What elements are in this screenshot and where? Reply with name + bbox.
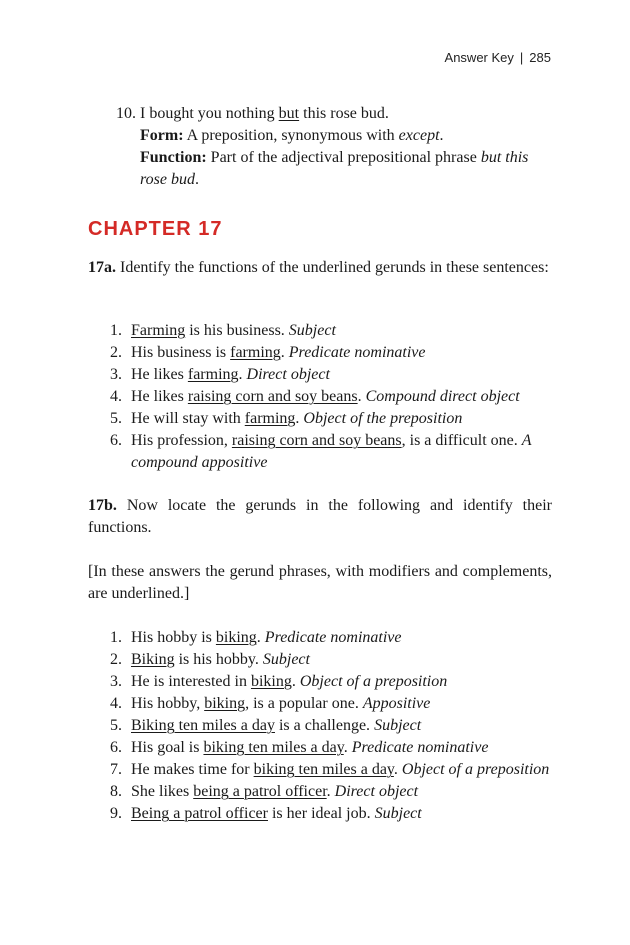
section-17b-list: [110, 627, 556, 825]
answer-text: Object of the preposition: [303, 410, 463, 427]
item-text: His profession,: [131, 432, 232, 449]
item-text: His goal is: [131, 739, 204, 756]
list-number: 5.: [110, 717, 122, 734]
list-item: [110, 320, 556, 342]
underlined-gerund: raising corn and soy beans: [187, 388, 358, 405]
answer-text: Appositive: [362, 695, 431, 712]
item-sentence: [140, 103, 556, 125]
answer-text: Direct object: [334, 783, 419, 800]
sentence-text: I bought you nothing: [140, 105, 279, 122]
item-text: is her ideal job.: [267, 805, 375, 822]
underlined-gerund: biking: [204, 695, 246, 712]
function-italic: but this rose bud: [140, 149, 529, 188]
list-item: [110, 627, 556, 649]
item-text: He will stay with: [131, 410, 245, 427]
running-title: Answer Key: [444, 50, 514, 65]
list-item: [110, 408, 556, 430]
underlined-gerund: farming: [187, 366, 239, 383]
list-number: 6.: [110, 739, 122, 756]
running-head: [445, 50, 551, 65]
item-text: He is interested in: [131, 673, 251, 690]
underlined-word: but: [278, 105, 300, 122]
list-number: 1.: [110, 322, 122, 339]
section-17b-note: [In these answers the gerund phrases, with modifiers and complements, are underlined.]: [88, 563, 552, 602]
list-number: 9.: [110, 805, 122, 822]
item-text: His hobby,: [131, 695, 205, 712]
answer-text: Subject: [374, 805, 422, 822]
answer-item-10: [116, 103, 556, 191]
section-17b-instructions: [88, 495, 552, 539]
item-text: .: [256, 629, 265, 646]
section-text: Identify the functions of the underlined gerunds in these sentences:: [116, 259, 549, 276]
underlined-gerund: biking ten miles a day: [253, 761, 394, 778]
underlined-gerund: Biking ten miles a day: [131, 717, 275, 734]
form-text: A preposition, synonymous with: [183, 127, 399, 144]
list-item: [110, 649, 556, 671]
list-item: [110, 671, 556, 693]
function-text: Part of the adjectival prepositional phrase: [206, 149, 481, 166]
list-item: [110, 803, 556, 825]
list-item: [110, 693, 556, 715]
list-item: [110, 737, 556, 759]
list-number: 2.: [110, 344, 122, 361]
list-number: 4.: [110, 695, 122, 712]
list-number: 3.: [110, 366, 122, 383]
answer-text: Subject: [374, 717, 422, 734]
item-text: He likes: [131, 366, 188, 383]
underlined-gerund: raising corn and soy beans: [231, 432, 402, 449]
list-item: [110, 342, 556, 364]
list-number: 8.: [110, 783, 122, 800]
item-number: 10.: [116, 105, 136, 122]
answer-text: Direct object: [246, 366, 330, 383]
item-text: .: [393, 761, 402, 778]
item-text: He makes time for: [131, 761, 254, 778]
form-italic: except: [398, 127, 440, 144]
answer-text: Subject: [288, 322, 336, 339]
answer-text: Compound direct object: [365, 388, 520, 405]
item-text: His business is: [131, 344, 231, 361]
function-end: .: [194, 171, 199, 188]
list-item: [110, 781, 556, 803]
list-item: [110, 430, 556, 474]
item-text: .: [343, 739, 352, 756]
item-text: .: [238, 366, 247, 383]
underlined-gerund: biking ten miles a day: [203, 739, 344, 756]
underlined-gerund: Being a patrol officer: [131, 805, 268, 822]
item-text: is his hobby.: [174, 651, 263, 668]
chapter-heading: CHAPTER 17: [88, 218, 223, 240]
list-number: 3.: [110, 673, 122, 690]
section-label: 17a.: [88, 259, 116, 276]
list-number: 6.: [110, 432, 122, 449]
item-text: He likes: [131, 388, 188, 405]
function-line: [140, 147, 556, 191]
item-text: .: [295, 410, 304, 427]
section-text: Now locate the gerunds in the following and identify their functions.: [88, 497, 552, 536]
underlined-gerund: Farming: [131, 322, 186, 339]
list-number: 4.: [110, 388, 122, 405]
item-text: is a challenge.: [274, 717, 375, 734]
item-text: , is a popular one.: [245, 695, 363, 712]
list-number: 7.: [110, 761, 122, 778]
answer-text: Predicate nominative: [288, 344, 426, 361]
underlined-gerund: farming: [244, 410, 296, 427]
answer-text: Predicate nominative: [264, 629, 402, 646]
form-label: Form:: [140, 127, 184, 144]
form-end: .: [439, 127, 444, 144]
underlined-gerund: biking: [215, 629, 257, 646]
answer-text: Predicate nominative: [351, 739, 489, 756]
item-text: She likes: [131, 783, 194, 800]
list-number: 1.: [110, 629, 122, 646]
item-text: .: [357, 388, 366, 405]
function-label: Function:: [140, 149, 207, 166]
answer-text: Object of a preposition: [401, 761, 550, 778]
item-text: His hobby is: [131, 629, 216, 646]
form-line: [140, 125, 556, 147]
underlined-gerund: Biking: [131, 651, 175, 668]
underlined-gerund: biking: [250, 673, 292, 690]
answer-text: Object of a preposition: [299, 673, 448, 690]
underlined-gerund: farming: [230, 344, 281, 361]
answer-text: A compound appositive: [131, 432, 532, 471]
item-text: is his business.: [185, 322, 289, 339]
answer-text: Subject: [262, 651, 310, 668]
list-item: [110, 759, 556, 781]
list-item: [110, 386, 556, 408]
item-text: , is a difficult one.: [401, 432, 522, 449]
list-item: [110, 364, 556, 386]
list-number: 5.: [110, 410, 122, 427]
item-text: .: [291, 673, 300, 690]
item-text: .: [280, 344, 289, 361]
header-separator: |: [519, 50, 524, 65]
list-number: 2.: [110, 651, 122, 668]
section-label: 17b.: [88, 497, 117, 514]
section-17a-list: [110, 320, 556, 474]
list-item: [110, 715, 556, 737]
page-number: 285: [529, 50, 551, 65]
item-text: .: [326, 783, 335, 800]
underlined-gerund: being a patrol officer: [193, 783, 327, 800]
sentence-text: this rose bud.: [299, 105, 389, 122]
section-17a-instructions: [88, 257, 552, 279]
